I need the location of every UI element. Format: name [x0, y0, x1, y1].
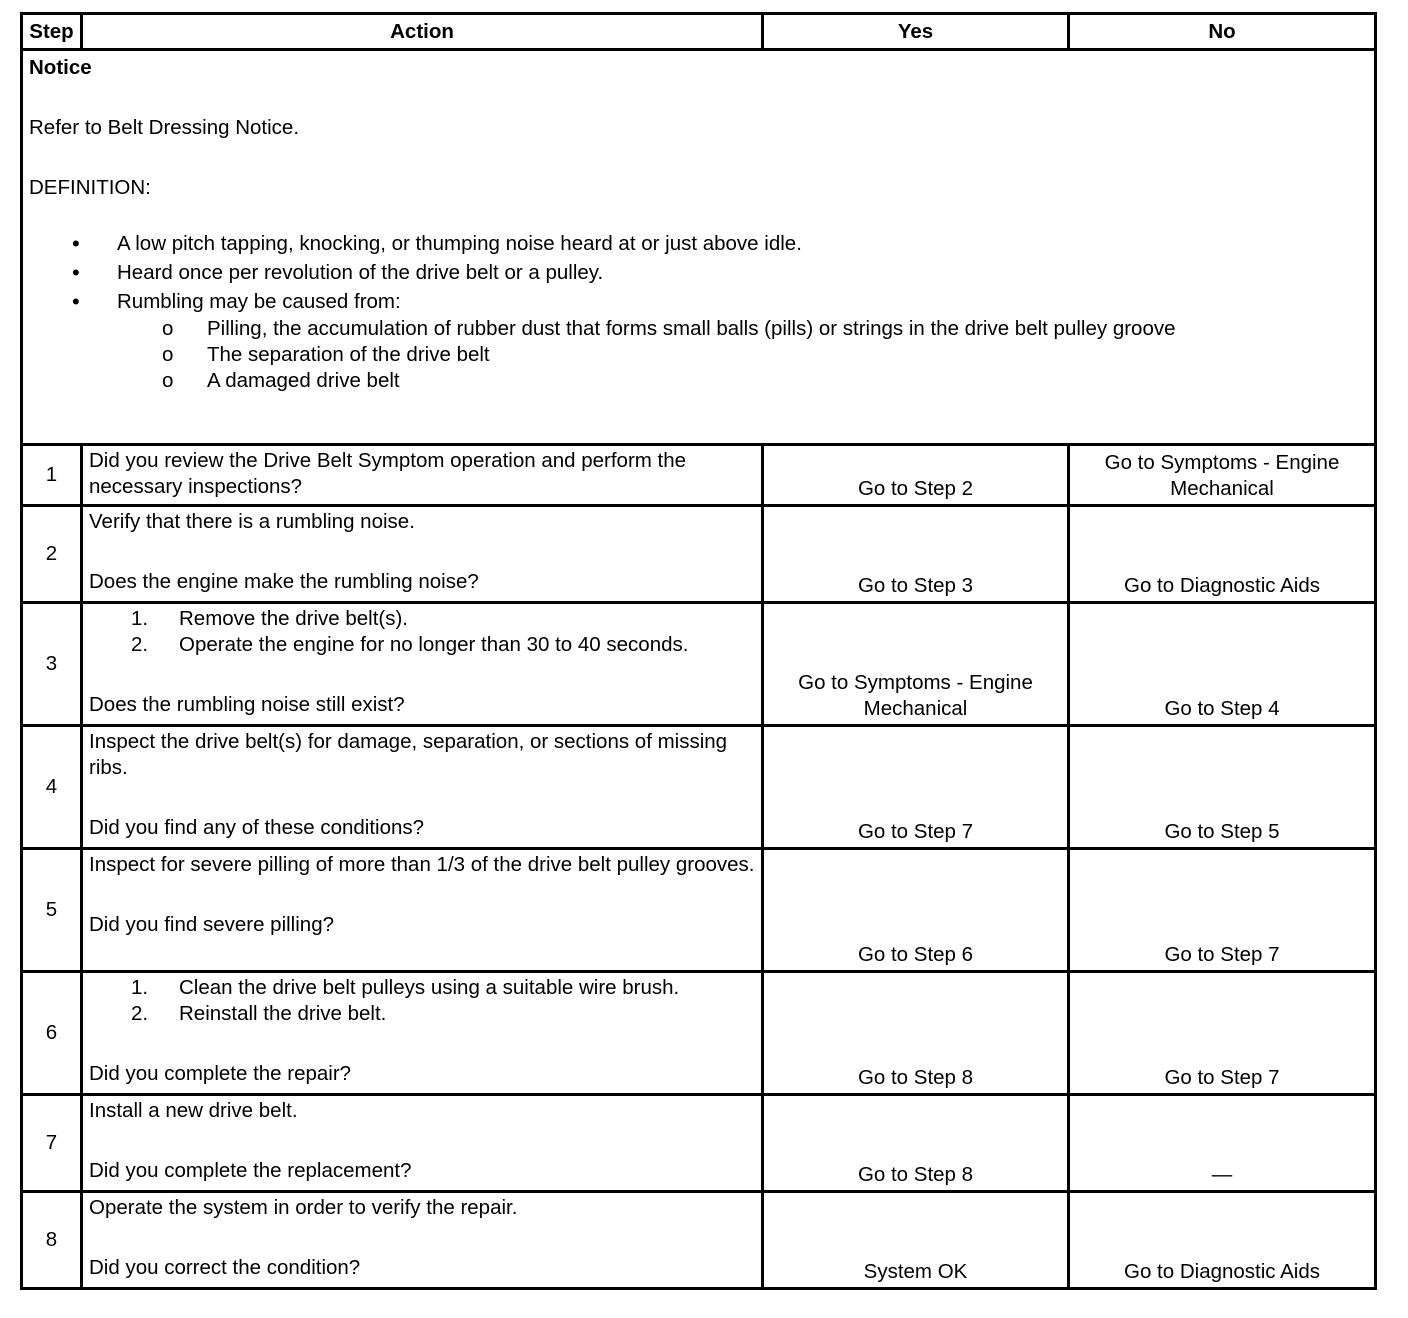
- notice-cell: [22, 50, 1376, 445]
- yes-result: Go to Step 8: [763, 972, 1069, 1095]
- cause-item: o The separation of the drive belt: [117, 342, 1368, 368]
- action-cell: [82, 1192, 763, 1289]
- action-text: Did you review the Drive Belt Symptom operation and perform the necessary inspections?: [89, 449, 687, 498]
- no-result: Go to Diagnostic Aids: [1069, 1192, 1376, 1289]
- cause-list: [117, 316, 1368, 394]
- yes-result: Go to Step 8: [763, 1095, 1069, 1192]
- action-cell: [82, 506, 763, 603]
- no-result: Go to Step 4: [1069, 603, 1376, 726]
- definition-bullet: [29, 287, 1368, 394]
- table-row: [22, 603, 1376, 726]
- step-number: 3: [22, 603, 82, 726]
- header-row: [22, 14, 1376, 50]
- action-cell: [82, 1095, 763, 1192]
- action-question: Did you correct the condition?: [89, 1256, 361, 1279]
- yes-result: Go to Step 6: [763, 849, 1069, 972]
- header-action: Action: [82, 14, 763, 50]
- definition-bullet: • Heard once per revolution of the drive belt or a pulley.: [29, 258, 1368, 287]
- yes-result: Go to Step 7: [763, 726, 1069, 849]
- step-number: 6: [22, 972, 82, 1095]
- action-text: Inspect for severe pilling of more than 1/3 of the drive belt pulley grooves.: [89, 853, 755, 876]
- diagnostic-table: [20, 12, 1377, 1290]
- cause-item: o Pilling, the accumulation of rubber dust that forms small balls (pills) or strings in the drive belt pulley groove: [117, 316, 1368, 342]
- action-question: Did you find severe pilling?: [89, 913, 334, 936]
- yes-result: Go to Symptoms - Engine Mechanical: [763, 603, 1069, 726]
- action-cell: [82, 445, 763, 506]
- list-item: 1. Clean the drive belt pulleys using a suitable wire brush.: [131, 976, 680, 999]
- step-number: 4: [22, 726, 82, 849]
- action-cell: [82, 726, 763, 849]
- action-text: Inspect the drive belt(s) for damage, separation, or sections of missing ribs.: [89, 730, 728, 779]
- action-question: Did you complete the replacement?: [89, 1159, 412, 1182]
- action-question: Does the rumbling noise still exist?: [89, 693, 405, 716]
- header-step: Step: [22, 14, 82, 50]
- header-yes: Yes: [763, 14, 1069, 50]
- yes-result: System OK: [763, 1192, 1069, 1289]
- action-question: Does the engine make the rumbling noise?: [89, 570, 479, 593]
- cause-item: o A damaged drive belt: [117, 368, 1368, 394]
- notice-title: Notice: [29, 56, 92, 79]
- notice-definition-label: DEFINITION:: [29, 176, 151, 199]
- action-cell: [82, 603, 763, 726]
- notice-row: [22, 50, 1376, 445]
- no-result: Go to Step 7: [1069, 849, 1376, 972]
- action-text: Install a new drive belt.: [89, 1099, 298, 1122]
- no-result: Go to Step 7: [1069, 972, 1376, 1095]
- action-cell: [82, 849, 763, 972]
- action-question: Did you find any of these conditions?: [89, 816, 425, 839]
- action-cell: [82, 972, 763, 1095]
- no-result: Go to Symptoms - Engine Mechanical: [1069, 445, 1376, 506]
- list-item: 2. Operate the engine for no longer than 30 to 40 seconds.: [131, 633, 689, 656]
- definition-list: [29, 229, 1368, 394]
- action-steps-list: [89, 975, 755, 1027]
- table-row: [22, 445, 1376, 506]
- list-item: 2. Reinstall the drive belt.: [131, 1002, 387, 1025]
- action-text: Verify that there is a rumbling noise.: [89, 510, 415, 533]
- definition-bullet-text: Rumbling may be caused from:: [117, 290, 401, 313]
- action-question: Did you complete the repair?: [89, 1062, 352, 1085]
- table-row: [22, 1192, 1376, 1289]
- no-result: —: [1069, 1095, 1376, 1192]
- action-text: Operate the system in order to verify the repair.: [89, 1196, 518, 1219]
- header-no: No: [1069, 14, 1376, 50]
- list-item: 1. Remove the drive belt(s).: [131, 607, 409, 630]
- definition-bullet: • A low pitch tapping, knocking, or thumping noise heard at or just above idle.: [29, 229, 1368, 258]
- action-steps-list: [89, 606, 755, 658]
- table-row: [22, 506, 1376, 603]
- notice-refer: Refer to Belt Dressing Notice.: [29, 116, 300, 139]
- step-number: 2: [22, 506, 82, 603]
- no-result: Go to Diagnostic Aids: [1069, 506, 1376, 603]
- step-number: 7: [22, 1095, 82, 1192]
- step-number: 8: [22, 1192, 82, 1289]
- yes-result: Go to Step 2: [763, 445, 1069, 506]
- table-row: [22, 972, 1376, 1095]
- no-result: Go to Step 5: [1069, 726, 1376, 849]
- yes-result: Go to Step 3: [763, 506, 1069, 603]
- step-number: 1: [22, 445, 82, 506]
- table-row: [22, 1095, 1376, 1192]
- table-row: [22, 849, 1376, 972]
- step-number: 5: [22, 849, 82, 972]
- table-row: [22, 726, 1376, 849]
